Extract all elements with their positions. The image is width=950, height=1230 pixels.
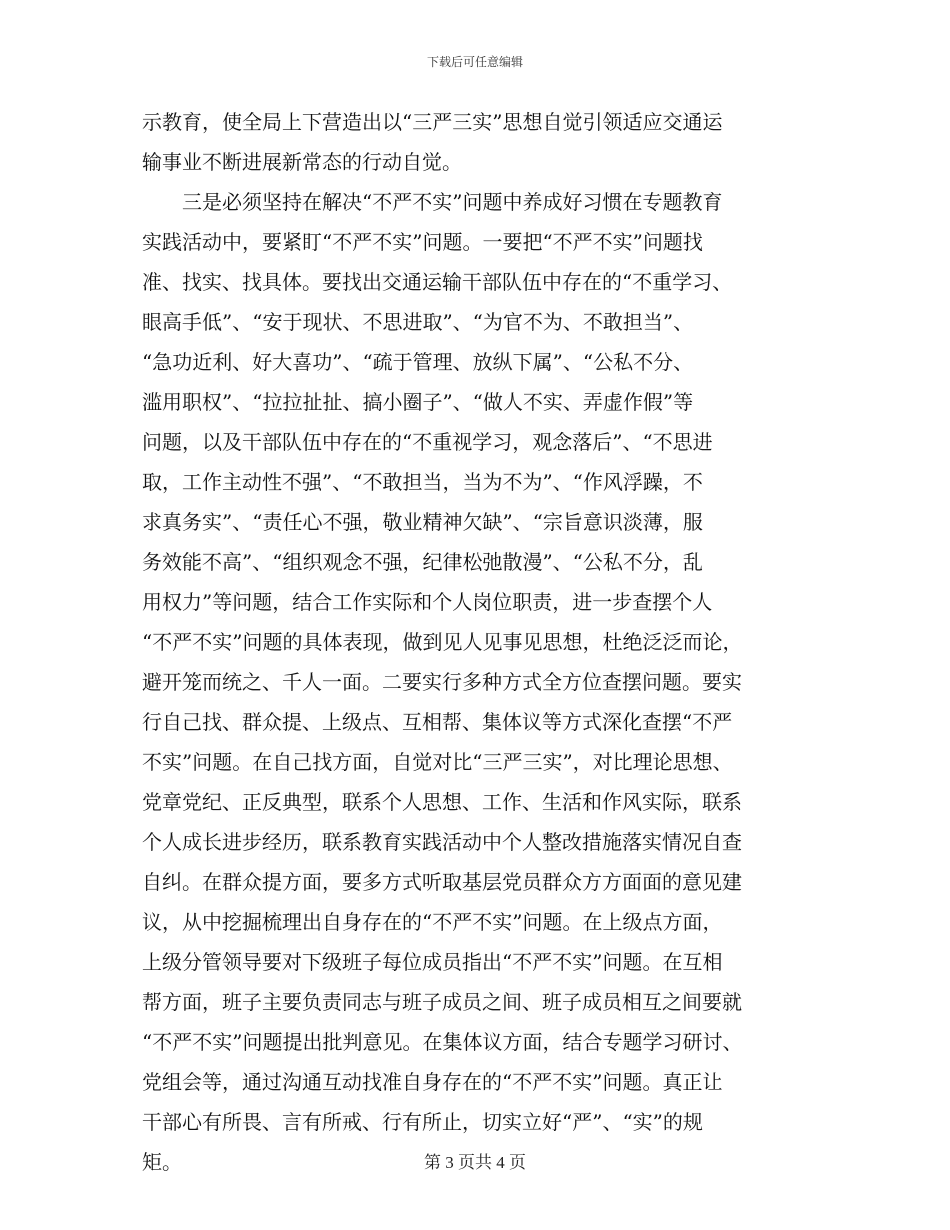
body-line: “急功近利、好大喜功”、“疏于管理、放纵下属”、“公私不分、 <box>142 350 694 374</box>
body-line: “不严不实”问题提出批判意见。在集体议方面，结合专题学习研讨、 <box>142 1030 743 1054</box>
body-line: 用权力”等问题，结合工作实际和个人岗位职责，进一步查摆个人 <box>142 590 713 614</box>
body-line: 议，从中挖掘梳理出自身存在的“不严不实”问题。在上级点方面， <box>142 910 723 934</box>
body-line: 示教育，使全局上下营造出以“三严三实”思想自觉引领适应交通运 <box>142 110 723 134</box>
page-footer: 第 3 页共 4 页 <box>424 1153 526 1172</box>
body-text <box>142 102 812 1182</box>
body-line: 务效能不高”、“组织观念不强，纪律松弛散漫”、“公私不分，乱 <box>142 550 703 574</box>
body-line: 不实”问题。在自己找方面，自觉对比“三严三实”，对比理论思想、 <box>142 750 733 774</box>
body-line: 实践活动中，要紧盯“不严不实”问题。一要把“不严不实”问题找 <box>142 230 703 254</box>
body-line: 三是必须坚持在解决“不严不实”问题中养成好习惯在专题教育 <box>142 190 723 214</box>
body-line: 帮方面，班子主要负责同志与班子成员之间、班子成员相互之间要就 <box>142 990 742 1014</box>
body-line: 避开笼而统之、千人一面。二要实行多种方式全方位查摆问题。要实 <box>142 670 742 694</box>
body-line: 取，工作主动性不强”、“不敢担当，当为不为”、“作风浮躁，不 <box>142 470 703 494</box>
body-line: 矩。 <box>142 1150 182 1174</box>
body-line: 行自己找、群众提、上级点、互相帮、集体议等方式深化查摆“不严 <box>142 710 733 734</box>
body-line: 自纠。在群众提方面，要多方式听取基层党员群众方方面面的意见建 <box>142 870 742 894</box>
body-line: 滥用职权”、“拉拉扯扯、搞小圈子”、“做人不实、弄虚作假”等 <box>142 390 694 414</box>
body-line: 准、找实、找具体。要找出交通运输干部队伍中存在的“不重学习、 <box>142 270 733 294</box>
body-line: 眼高手低”、“安于现状、不思进取”、“为官不为、不敢担当”、 <box>142 310 694 334</box>
body-line: 求真务实”、“责任心不强，敬业精神欠缺”、“宗旨意识淡薄，服 <box>142 510 703 534</box>
body-line: 个人成长进步经历，联系教育实践活动中个人整改措施落实情况自查 <box>142 830 742 854</box>
page-header: 下载后可任意编辑 <box>426 55 523 69</box>
body-line: 输事业不断进展新常态的行动自觉。 <box>142 150 462 174</box>
body-line: 党组会等，通过沟通互动找准自身存在的“不严不实”问题。真正让 <box>142 1070 723 1094</box>
body-line: 问题，以及干部队伍中存在的“不重视学习，观念落后”、“不思进 <box>142 430 713 454</box>
body-line: “不严不实”问题的具体表现，做到见人见事见思想，杜绝泛泛而论， <box>142 630 743 654</box>
body-line: 党章党纪、正反典型，联系个人思想、工作、生活和作风实际，联系 <box>142 790 742 814</box>
body-line: 上级分管领导要对下级班子每位成员指出“不严不实”问题。在互相 <box>142 950 723 974</box>
body-line: 干部心有所畏、言有所戒、行有所止，切实立好“严”、“实”的规 <box>142 1110 703 1134</box>
